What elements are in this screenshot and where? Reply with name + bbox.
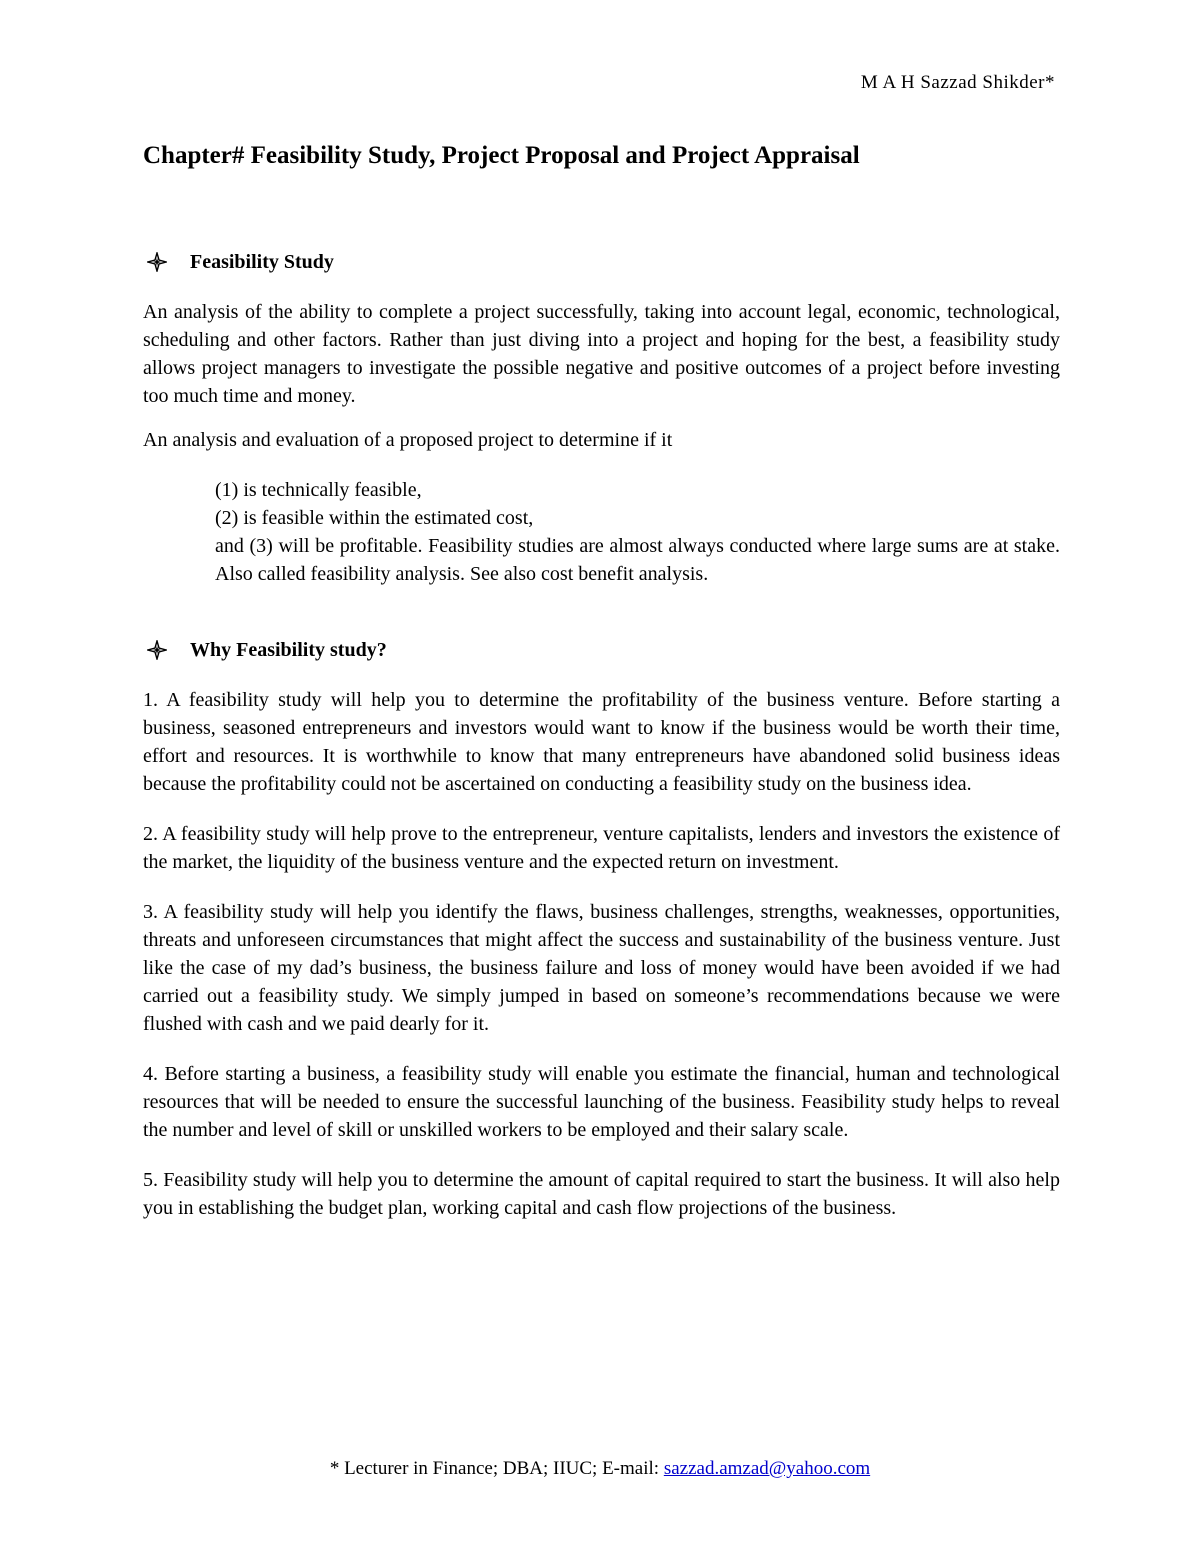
list-item: (1) is technically feasible,: [215, 479, 422, 501]
email-link[interactable]: sazzad.amzad@yahoo.com: [663, 1458, 871, 1479]
document-body: [143, 248, 1060, 1222]
diamond-bullet-icon: [146, 639, 168, 661]
list-item: (2) is feasible within the estimated cost,: [215, 507, 534, 529]
page-title: Chapter# Feasibility Study, Project Proposal and Project Appraisal: [143, 142, 860, 169]
section-heading-feasibility-study: [143, 248, 1060, 276]
section-heading-label: Feasibility Study: [190, 251, 334, 273]
reason-paragraph-3: 3. A feasibility study will help you identify the flaws, business challenges, strengths, weaknesses, opportunities, threats and unforeseen circumstances that might affect the success and sustainability of the business venture. Just like the case of my dad’s business, the business failure and loss of money would have been avoided if we had carried out a feasibility study. We simply jumped in based on someone’s recommendations because we were flushed with cash and we paid dearly for it.: [143, 901, 1060, 1035]
footer-text: * Lecturer in Finance; DBA; IIUC; E-mail:: [329, 1458, 664, 1479]
header-author: M A H Sazzad Shikder*: [860, 72, 1055, 93]
reason-paragraph-2: 2. A feasibility study will help prove to the entrepreneur, venture capitalists, lenders and investors the existence of the market, the liquidity of the business venture and the expected return on investment.: [143, 823, 1060, 873]
reason-paragraph-1: 1. A feasibility study will help you to determine the profitability of the business venture. Before starting a business, seasoned entrepreneurs and investors would want to know if the business would be worth their time, effort and resources. It is worthwhile to know that many entrepreneurs have abandoned solid business ideas because the profitability could not be ascertained on conducting a feasibility study on the business idea.: [143, 689, 1060, 795]
section-heading-label: Why Feasibility study?: [190, 639, 387, 661]
feasibility-criteria-list: [215, 476, 1060, 588]
diamond-bullet-icon: [146, 251, 168, 273]
reason-paragraph-4: 4. Before starting a business, a feasibility study will enable you estimate the financial, human and technological resources that will be needed to ensure the successful launching of the business. Feasibility study helps to reveal the number and level of skill or unskilled workers to be employed and their salary scale.: [143, 1063, 1060, 1141]
paragraph-definition: An analysis of the ability to complete a project successfully, taking into account legal, economic, technological, scheduling and other factors. Rather than just diving into a project and hoping for the best, a feasibility study allows project managers to investigate the possible negative and positive outcomes of a project before investing too much time and money.: [143, 301, 1060, 407]
section-heading-why-feasibility: [143, 636, 1060, 664]
reason-paragraph-5: 5. Feasibility study will help you to determine the amount of capital required to start the business. It will also help you in establishing the budget plan, working capital and cash flow projections of the business.: [143, 1169, 1060, 1219]
footer-note: [0, 1458, 1200, 1480]
paragraph-evaluation-intro: An analysis and evaluation of a proposed project to determine if it: [143, 429, 673, 451]
list-item: and (3) will be profitable. Feasibility studies are almost always conducted where large sums are at stake. Also called feasibility analysis. See also cost benefit analysis.: [215, 535, 1060, 585]
